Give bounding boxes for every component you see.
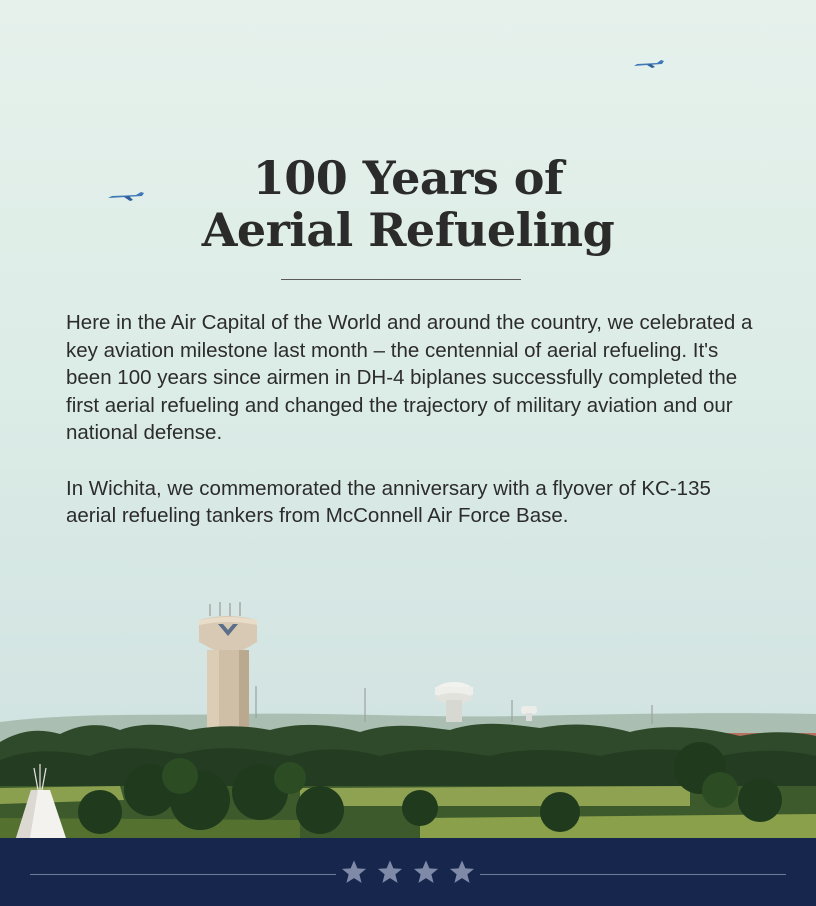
article-body [66, 309, 766, 530]
footer-bar [0, 838, 816, 906]
paragraph-1: Here in the Air Capital of the World and around the country, we celebrated a key aviation milestone last month – the centennial of aerial refueling. It's been 100 years since airmen in DH-4 biplanes successfully completed the first aerial refueling and changed the trajectory of military aviation and our national defense. [66, 311, 753, 444]
star-icon [340, 858, 368, 886]
water-tower-icon [199, 602, 257, 742]
title-divider [281, 279, 521, 280]
star-icon [412, 858, 440, 886]
star-icon [376, 858, 404, 886]
star-icon [448, 858, 476, 886]
title-line-2: Aerial Refueling [201, 203, 615, 257]
airplane-icon [634, 60, 664, 68]
title-line-1: 100 Years of [252, 151, 564, 205]
footer-divider-right [480, 874, 786, 875]
water-tower-icon [435, 682, 473, 722]
page-title [0, 152, 816, 256]
footer-divider-left [30, 874, 336, 875]
star-row [340, 856, 476, 888]
paragraph-2: In Wichita, we commemorated the anniversary with a flyover of KC-135 aerial refueling tankers from McConnell Air Force Base. [66, 476, 711, 527]
